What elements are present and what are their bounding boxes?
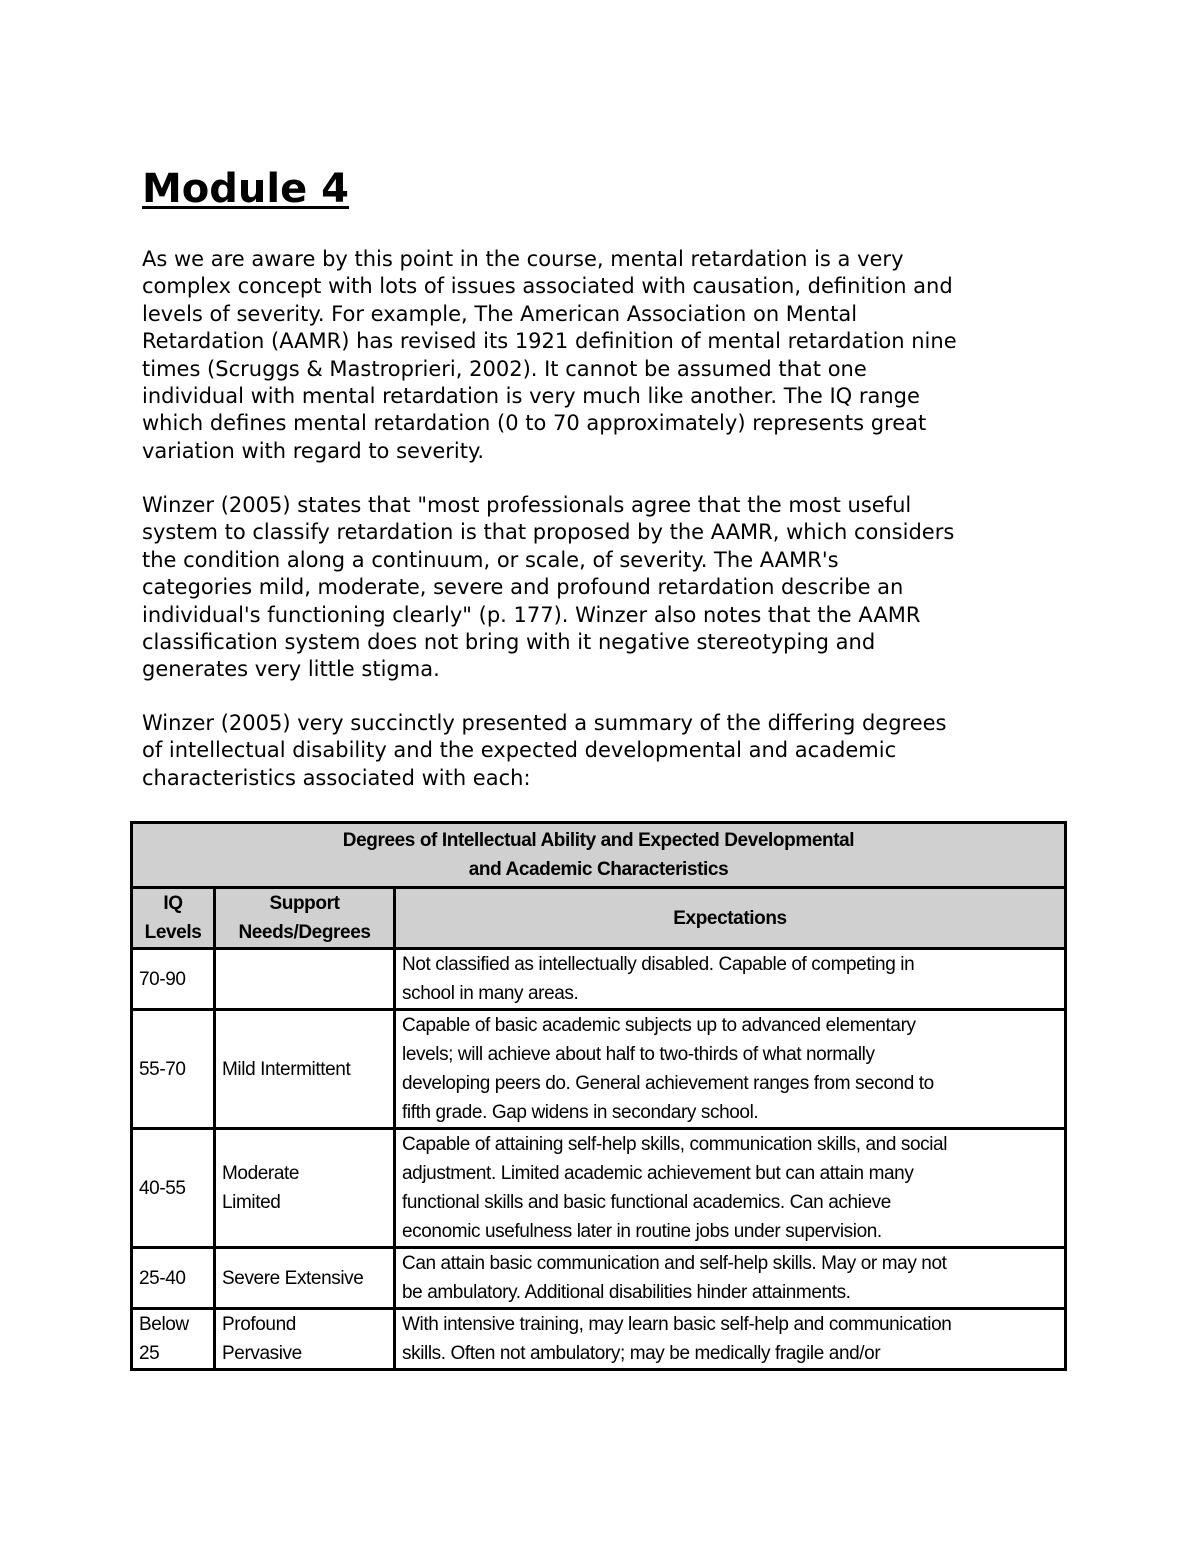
- cell-line: Below: [139, 1314, 189, 1335]
- expectations-cell: [395, 1248, 1066, 1309]
- caption-line: and Academic Characteristics: [468, 859, 729, 880]
- cell-line: With intensive training, may learn basic self-help and communication: [402, 1314, 952, 1335]
- intellectual-ability-table: [130, 821, 1067, 1371]
- iq-level-cell: [132, 1129, 215, 1248]
- cell-line: Severe Extensive: [222, 1267, 364, 1289]
- page-title: Module 4: [142, 166, 349, 212]
- header-support-needs: [215, 888, 395, 949]
- table-row: [132, 1248, 1066, 1309]
- table-header-row: [132, 888, 1066, 949]
- cell-line: 40-55: [139, 1177, 186, 1199]
- support-cell: [215, 1010, 395, 1129]
- iq-level-cell: [132, 1248, 215, 1309]
- header-line: Expectations: [673, 907, 787, 929]
- cell-line: 70-90: [139, 968, 186, 990]
- cell-line: Capable of basic academic subjects up to advanced elementary: [402, 1015, 916, 1036]
- header-line: Support: [269, 893, 340, 914]
- text-line: individual's functioning clearly" (p. 177). Winzer also notes that the AAMR: [142, 602, 921, 627]
- iq-level-cell: [132, 949, 215, 1010]
- text-line: Winzer (2005) states that "most professionals agree that the most useful: [142, 493, 912, 517]
- paragraph: [142, 246, 957, 465]
- cell-line: Profound: [222, 1314, 296, 1335]
- cell-line: developing peers do. General achievement ranges from second to: [402, 1073, 934, 1094]
- header-iq-levels: [132, 888, 215, 949]
- support-cell: [215, 949, 395, 1010]
- cell-line: Limited: [222, 1192, 281, 1213]
- cell-line: 25: [139, 1343, 160, 1364]
- table-row: [132, 1129, 1066, 1248]
- cell-line: 25-40: [139, 1267, 186, 1289]
- expectations-cell: [395, 1129, 1066, 1248]
- text-line: generates very little stigma.: [142, 657, 440, 682]
- header-expectations: [395, 888, 1066, 949]
- cell-line: 55-70: [139, 1058, 186, 1080]
- table-row: [132, 949, 1066, 1010]
- support-cell: [215, 1309, 395, 1370]
- text-line: which defines mental retardation (0 to 70 approximately) represents great: [142, 411, 927, 436]
- caption-line: Degrees of Intellectual Ability and Expected Developmental: [342, 830, 855, 851]
- text-line: As we are aware by this point in the course, mental retardation is a very: [142, 247, 904, 271]
- text-line: Winzer (2005) very succinctly presented a summary of the differing degrees: [142, 711, 947, 735]
- table-row: [132, 1309, 1066, 1370]
- cell-line: Capable of attaining self-help skills, communication skills, and social: [402, 1134, 948, 1155]
- header-line: Needs/Degrees: [238, 922, 371, 943]
- cell-line: adjustment. Limited academic achievement but can attain many: [402, 1163, 914, 1184]
- text-line: of intellectual disability and the expected developmental and academic: [142, 738, 897, 763]
- table-row: [132, 1010, 1066, 1129]
- text-line: system to classify retardation is that proposed by the AAMR, which considers: [142, 520, 955, 545]
- support-cell: [215, 1248, 395, 1309]
- text-line: classification system does not bring with it negative stereotyping and: [142, 630, 876, 655]
- cell-line: Moderate: [222, 1163, 300, 1184]
- cell-line: skills. Often not ambulatory; may be medically fragile and/or: [402, 1343, 881, 1364]
- text-line: Retardation (AAMR) has revised its 1921 definition of mental retardation nine: [142, 329, 957, 354]
- expectations-cell: [395, 949, 1066, 1010]
- cell-line: economic usefulness later in routine jobs under supervision.: [402, 1221, 882, 1242]
- text-line: levels of severity. For example, The American Association on Mental: [142, 301, 858, 326]
- table-caption-row: [132, 823, 1066, 888]
- cell-line: fifth grade. Gap widens in secondary school.: [402, 1102, 759, 1123]
- expectations-cell: [395, 1309, 1066, 1370]
- cell-line: functional skills and basic functional academics. Can achieve: [402, 1192, 891, 1213]
- header-line: Levels: [144, 922, 202, 943]
- text-line: complex concept with lots of issues associated with causation, definition and: [142, 274, 953, 299]
- paragraph: [142, 492, 954, 684]
- iq-level-cell: [132, 1309, 215, 1370]
- cell-line: be ambulatory. Additional disabilities hinder attainments.: [402, 1282, 851, 1303]
- paragraph: [142, 710, 946, 792]
- cell-line: school in many areas.: [402, 983, 579, 1004]
- iq-level-cell: [132, 1010, 215, 1129]
- support-cell: [215, 1129, 395, 1248]
- text-line: categories mild, moderate, severe and profound retardation describe an: [142, 575, 904, 600]
- cell-line: Pervasive: [222, 1343, 302, 1364]
- text-line: variation with regard to severity.: [142, 438, 485, 463]
- cell-line: Mild Intermittent: [222, 1058, 351, 1080]
- cell-line: levels; will achieve about half to two-thirds of what normally: [402, 1044, 875, 1065]
- cell-line: Not classified as intellectually disabled. Capable of competing in: [402, 954, 915, 975]
- cell-line: Can attain basic communication and self-help skills. May or may not: [402, 1253, 947, 1274]
- text-line: times (Scruggs & Mastroprieri, 2002). It cannot be assumed that one: [142, 356, 867, 381]
- text-line: the condition along a continuum, or scale, of severity. The AAMR's: [142, 547, 839, 572]
- expectations-cell: [395, 1010, 1066, 1129]
- table-caption: [132, 823, 1066, 888]
- text-line: individual with mental retardation is very much like another. The IQ range: [142, 384, 920, 409]
- header-line: IQ: [163, 893, 183, 914]
- text-line: characteristics associated with each:: [142, 765, 531, 790]
